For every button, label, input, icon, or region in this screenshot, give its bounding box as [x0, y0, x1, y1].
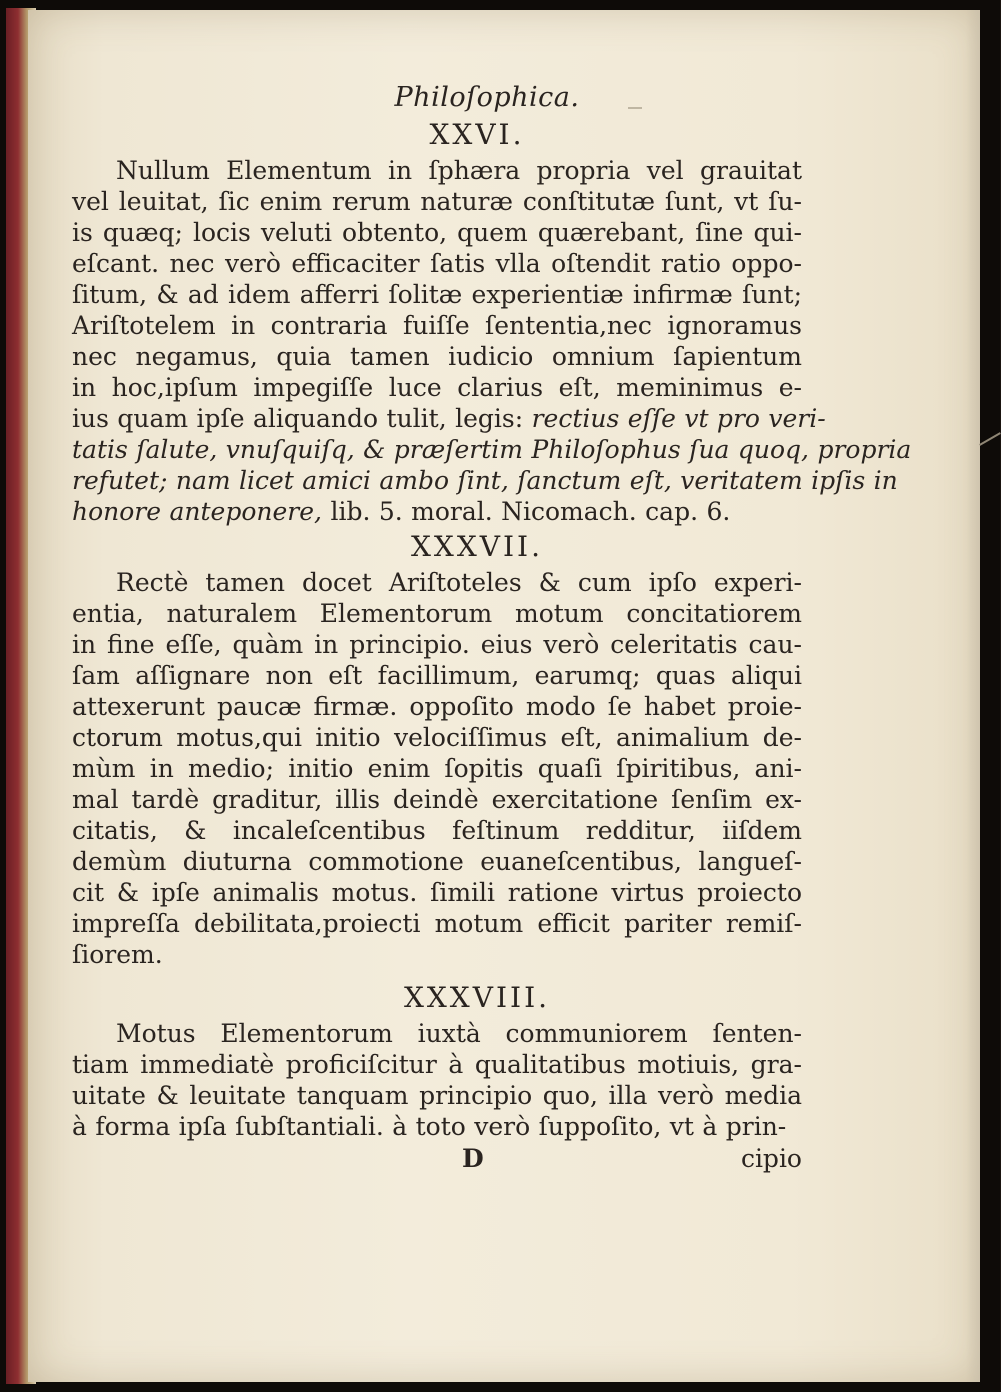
text-span: vel leuitat, ſic enim rerum naturæ conſtitutæ ſunt, vt ſu-	[72, 187, 802, 216]
text-span: citatis, & incaleſcentibus feſtinum redditur, iiſdem	[72, 816, 802, 845]
text-line	[72, 217, 802, 248]
text-span: ſam aſſignare non eſt facillimum, earumq; quas aliqui	[72, 661, 802, 690]
signature-mark: D	[462, 1144, 484, 1173]
text-span: ius quam ipſe aliquando tulit, legis:	[72, 404, 532, 433]
spacer	[72, 970, 802, 978]
text-line	[72, 155, 802, 186]
text-span: ctorum motus,qui initio velociſſimus eſt, animalium de-	[72, 723, 802, 752]
text-span: ſiorem.	[72, 940, 163, 969]
paragraph	[72, 1018, 802, 1142]
catchword: cipio	[740, 1144, 802, 1173]
text-span: uitate & leuitate tanquam principio quo, illa verò media	[72, 1081, 802, 1110]
text-line	[72, 567, 802, 598]
book-page	[28, 10, 980, 1382]
text-line	[72, 434, 912, 465]
text-line	[72, 1080, 802, 1111]
text-line	[72, 753, 802, 784]
text-span: in hoc,ipſum impegiſſe luce clarius eſt, meminimus e-	[72, 373, 802, 402]
paragraph	[72, 567, 802, 970]
text-span: mùm in medio; initio enim ſopitis quaſi ſpiritibus, ani-	[72, 754, 802, 783]
text-line	[72, 403, 826, 434]
text-line	[72, 815, 802, 846]
text-line	[72, 660, 802, 691]
text-line	[72, 691, 802, 722]
text-line	[72, 279, 802, 310]
text-line	[72, 248, 802, 279]
text-line	[72, 186, 802, 217]
text-span: Rectè tamen docet Ariſtoteles & cum ipſo experi-	[116, 568, 802, 597]
stray-pen-mark	[979, 432, 1001, 446]
text-line	[72, 310, 802, 341]
text-line	[72, 722, 802, 753]
text-line	[72, 341, 802, 372]
text-span: Nullum Elementum in ſphæra propria vel grauitat	[116, 156, 802, 185]
section-number: XXXVIII.	[403, 981, 551, 1014]
text-span: entia, naturalem Elementorum motum concitatiorem	[72, 599, 802, 628]
page-footer	[72, 1144, 802, 1173]
text-span: Ariſtotelem in contraria fuiſſe ſententia,nec ignoramus	[72, 311, 802, 340]
italic-text: refutet; nam licet amici ambo ſint, ſanctum eſt, veritatem ipſis in	[72, 466, 898, 495]
running-head: Philoſophica.	[394, 82, 580, 113]
text-span: cit & ipſe animalis motus. ſimili ratione virtus proiecto	[72, 878, 802, 907]
italic-text: honore anteponere,	[72, 497, 322, 526]
text-span: attexerunt paucæ firmæ. oppoſito modo ſe habet proie-	[72, 692, 802, 721]
page-edge-shadow	[966, 10, 980, 1382]
text-line	[72, 372, 802, 403]
text-span: demùm diuturna commotione euaneſcentibus, langueſ-	[72, 847, 802, 876]
text-line	[72, 1018, 802, 1049]
text-span: ſitum, & ad idem afferri ſolitæ experientiæ infirmæ ſunt;	[72, 280, 802, 309]
text-span: lib. 5. moral. Nicomach. cap. 6.	[322, 497, 731, 526]
text-span: à forma ipſa ſubſtantiali. à toto verò ſuppoſito, vt à prin-	[72, 1112, 787, 1141]
text-line	[72, 465, 898, 496]
text-span: is quæq; locis veluti obtento, quem quærebant, ſine qui-	[72, 218, 802, 247]
text-block	[72, 72, 912, 1173]
text-line	[72, 908, 802, 939]
italic-text: tatis ſalute, vnuſquiſq, & præſertim Philoſophus ſua quoq, propria	[72, 435, 912, 464]
italic-text: rectius eſſe vt pro veri-	[531, 404, 826, 433]
paragraph	[72, 155, 912, 527]
text-span: tiam immediatè proficiſcitur à qualitatibus motiuis, gra-	[72, 1050, 802, 1079]
stray-mark	[628, 107, 642, 109]
text-line	[72, 598, 802, 629]
text-line	[72, 846, 802, 877]
text-span: eſcant. nec verò efficaciter ſatis vlla oſtendit ratio oppo-	[72, 249, 802, 278]
text-span: in fine eſſe, quàm in principio. eius verò celeritatis cau-	[72, 630, 802, 659]
text-span: impreſſa debilitata,proiecti motum efficit pariter remiſ-	[72, 909, 802, 938]
text-line	[72, 877, 802, 908]
text-span: Motus Elementorum iuxtà communiorem ſenten-	[116, 1019, 802, 1048]
text-line	[72, 1049, 802, 1080]
text-line	[72, 1111, 802, 1142]
text-line	[72, 939, 802, 970]
text-line	[72, 784, 802, 815]
section-number: XXXVII.	[410, 530, 544, 563]
text-span: mal tardè graditur, illis deindè exercitatione ſenſim ex-	[72, 785, 802, 814]
text-span: nec negamus, quia tamen iudicio omnium ſapientum	[72, 342, 802, 371]
section-number: XXVI.	[429, 118, 525, 151]
text-line	[72, 629, 802, 660]
text-line	[72, 496, 802, 527]
